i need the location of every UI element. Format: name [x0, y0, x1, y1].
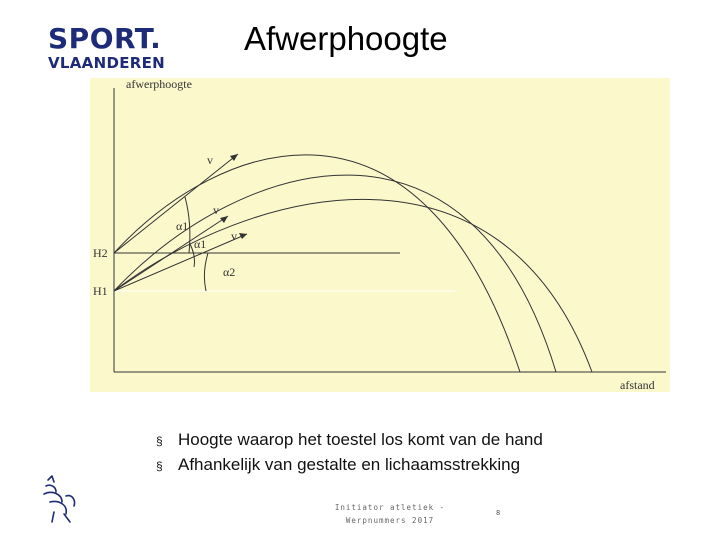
angle-label-alpha1-lower: α1: [194, 237, 207, 251]
logo-wordmark-sport: SPORT.: [48, 22, 162, 55]
logo-wordmark-vlaanderen: VLAANDEREN: [48, 54, 165, 72]
angle-label-alpha1-upper: α1: [176, 219, 189, 233]
page-number: 8: [496, 509, 501, 517]
velocity-label-1: v: [207, 153, 213, 167]
velocity-label-2: v: [213, 203, 219, 217]
y-axis-label: afwerphoogte: [126, 78, 192, 91]
bullet-list: [156, 428, 543, 478]
velocity-label-3: v: [231, 229, 237, 243]
bullet-text: Hoogte waarop het toestel los komt van de hand: [178, 430, 543, 449]
sport-vlaanderen-logo: [48, 24, 165, 71]
flemish-lion-logo-icon: [40, 474, 80, 526]
bullet-marker: §: [156, 434, 163, 448]
footer-line-2: Werpnummers 2017: [345, 516, 435, 525]
footer-caption: [330, 501, 450, 527]
height-label-h2: H2: [93, 246, 108, 260]
release-height-diagram: [90, 78, 670, 392]
footer-line-1: Initiator atletiek -: [334, 503, 446, 512]
x-axis-label: afstand: [620, 378, 655, 392]
height-label-h1: H1: [93, 284, 108, 298]
bullet-marker: §: [156, 459, 163, 473]
slide-title: Afwerphoogte: [244, 20, 448, 57]
diagram-background: [90, 78, 670, 392]
angle-label-alpha2: α2: [223, 265, 236, 279]
bullet-text: Afhankelijk van gestalte en lichaamsstrekking: [178, 455, 521, 474]
bullet-item: [156, 428, 543, 453]
bullet-item: [156, 453, 543, 478]
